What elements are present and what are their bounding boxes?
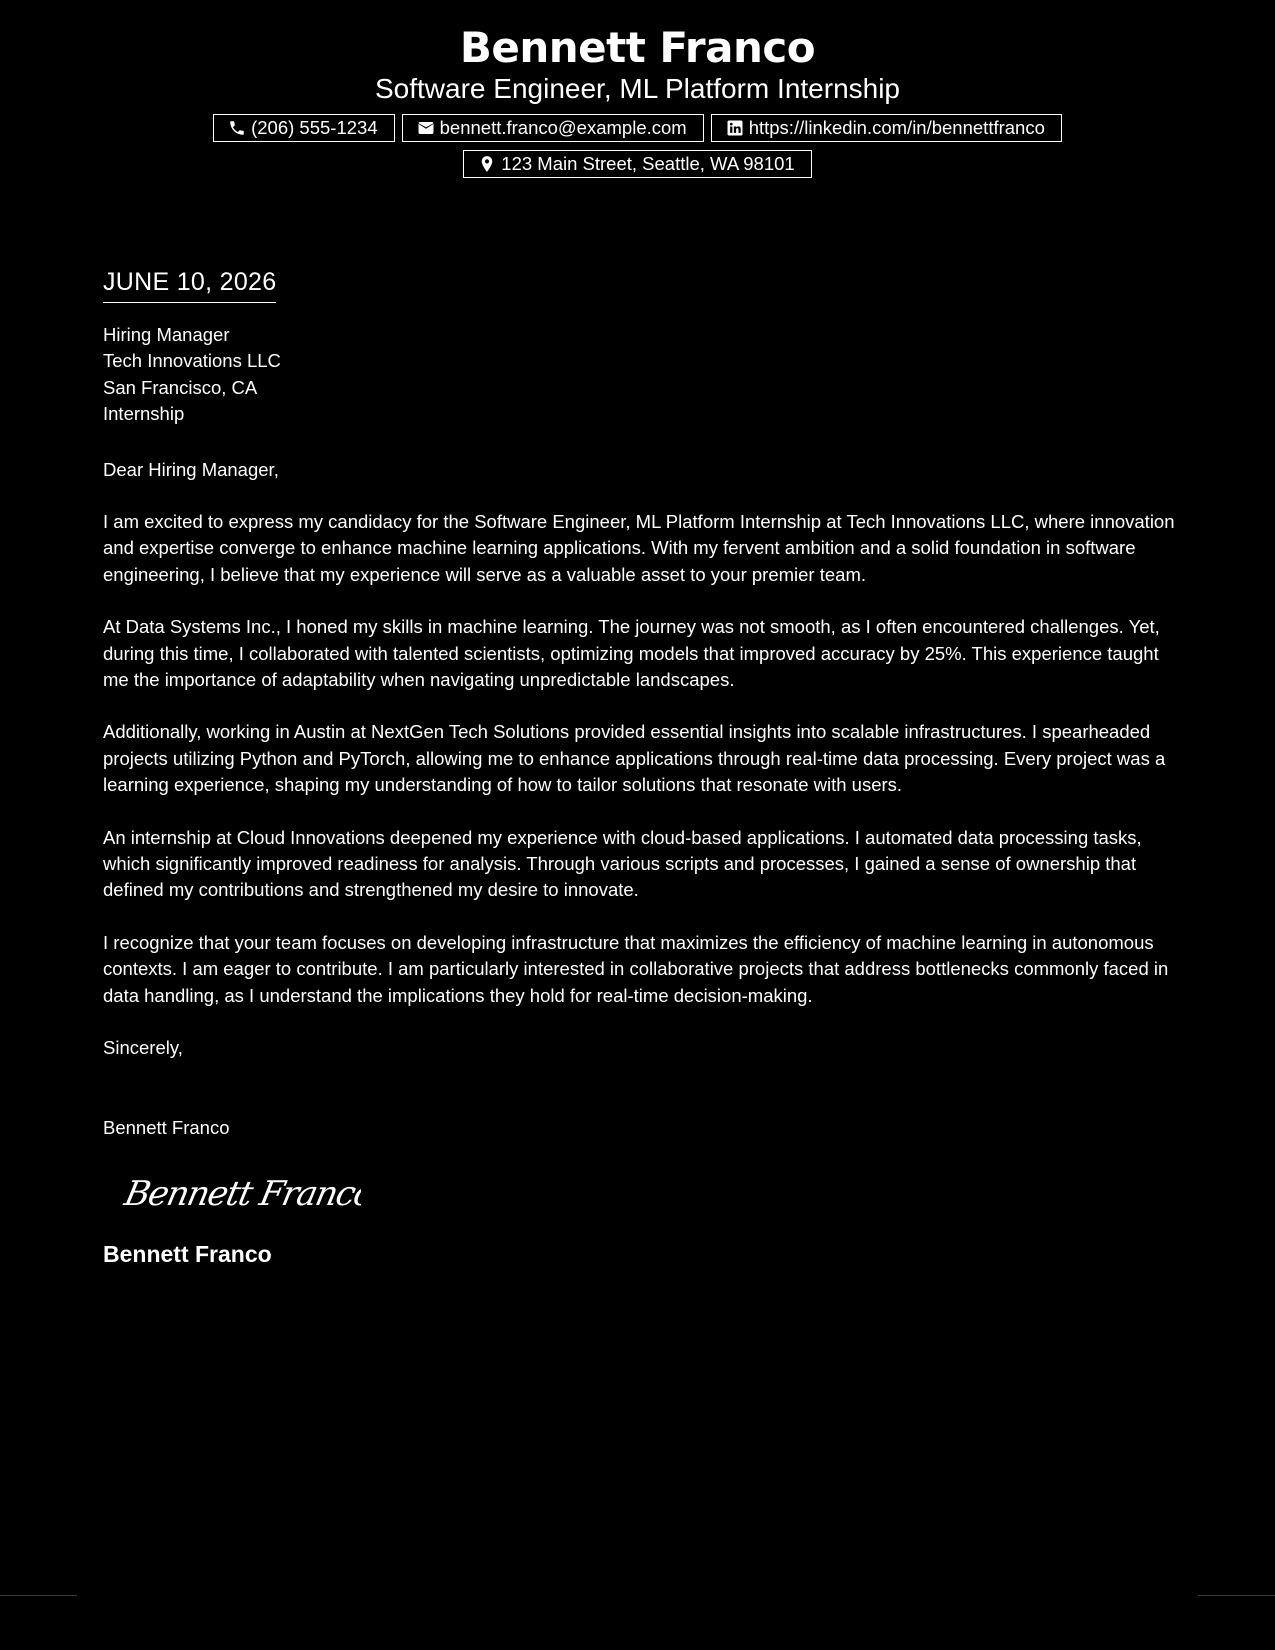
- address-contact[interactable]: [463, 150, 811, 178]
- map-marker-icon: [478, 155, 496, 173]
- phone-contact[interactable]: [213, 114, 395, 142]
- email-text: bennett.franco@example.com: [439, 117, 687, 138]
- position-title: Software Engineer, ML Platform Internship: [375, 73, 900, 104]
- body-paragraph: At Data Systems Inc., I honed my skills in machine learning. The journey was not smooth, as I often encountered challenges. Yet, during this time, I collaborated with talented scientists, optimizing models that improved accuracy by 25%. This experience taught me the importance of adaptability when navigating unpredictable landscapes.: [103, 616, 1160, 690]
- signer-name-bold: Bennett Franco: [103, 1240, 272, 1267]
- recipient-title: Hiring Manager: [103, 324, 230, 345]
- recipient-location: San Francisco, CA: [103, 376, 258, 398]
- letter-header: [0, 22, 1275, 178]
- contact-row: [0, 114, 1275, 142]
- recipient-block: [103, 322, 1175, 428]
- applicant-name: Bennett Franco: [459, 23, 816, 72]
- linkedin-contact[interactable]: [711, 114, 1062, 142]
- letter-body: [103, 266, 1175, 1269]
- footer-divider-left: [0, 1595, 77, 1596]
- recipient-role-type: Internship: [103, 403, 185, 425]
- closing: Sincerely,: [103, 1037, 183, 1059]
- salutation: Dear Hiring Manager,: [103, 458, 279, 480]
- phone-icon: [228, 119, 246, 137]
- address-text: 123 Main Street, Seattle, WA 98101: [501, 153, 795, 174]
- envelope-icon: [417, 119, 435, 137]
- contact-row-address: [0, 150, 1275, 178]
- body-paragraph: I recognize that your team focuses on developing infrastructure that maximizes the efficiency of machine learning in autonomous contexts. I am eager to contribute. I am particularly interested in collaborative projects that address bottlenecks commonly faced in data handling, as I understand the implications they hold for real-time decision-making.: [103, 931, 1169, 1006]
- signer-name: Bennett Franco: [103, 1117, 230, 1139]
- email-contact[interactable]: [402, 114, 704, 142]
- footer-divider-right: [1198, 1595, 1275, 1596]
- body-paragraph: Additionally, working in Austin at NextGen Tech Solutions provided essential insights into scalable infrastructures. I spearheaded projects utilizing Python and PyTorch, allowing me to enhance applications through real-time data processing. Every project was a learning experience, shaping my understanding of how to tailor solutions that resonate with users.: [103, 721, 1166, 796]
- linkedin-text: https://linkedin.com/in/bennettfranco: [748, 117, 1045, 138]
- linkedin-icon: [726, 119, 744, 137]
- recipient-company: Tech Innovations LLC: [103, 350, 281, 372]
- letter-date: JUNE 10, 2026: [103, 266, 276, 303]
- svg-text:Bennett Franco: Bennett Franco: [121, 1174, 361, 1214]
- phone-text: (206) 555-1234: [251, 117, 378, 138]
- body-paragraph: I am excited to express my candidacy for the Software Engineer, ML Platform Internship at Tech Innovations LLC, where innovation and expertise converge to enhance machine learning applications. With my fervent ambition and a solid foundation in software engineering, I believe that my experience will serve as a valuable asset to your premier team.: [103, 510, 1175, 585]
- handwritten-signature: [121, 1167, 361, 1219]
- body-paragraph: An internship at Cloud Innovations deepened my experience with cloud-based applications. I automated data processing tasks, which significantly improved readiness for analysis. Through various scripts and processes, I gained a sense of ownership that defined my contributions and strengthened my desire to innovate.: [103, 826, 1142, 901]
